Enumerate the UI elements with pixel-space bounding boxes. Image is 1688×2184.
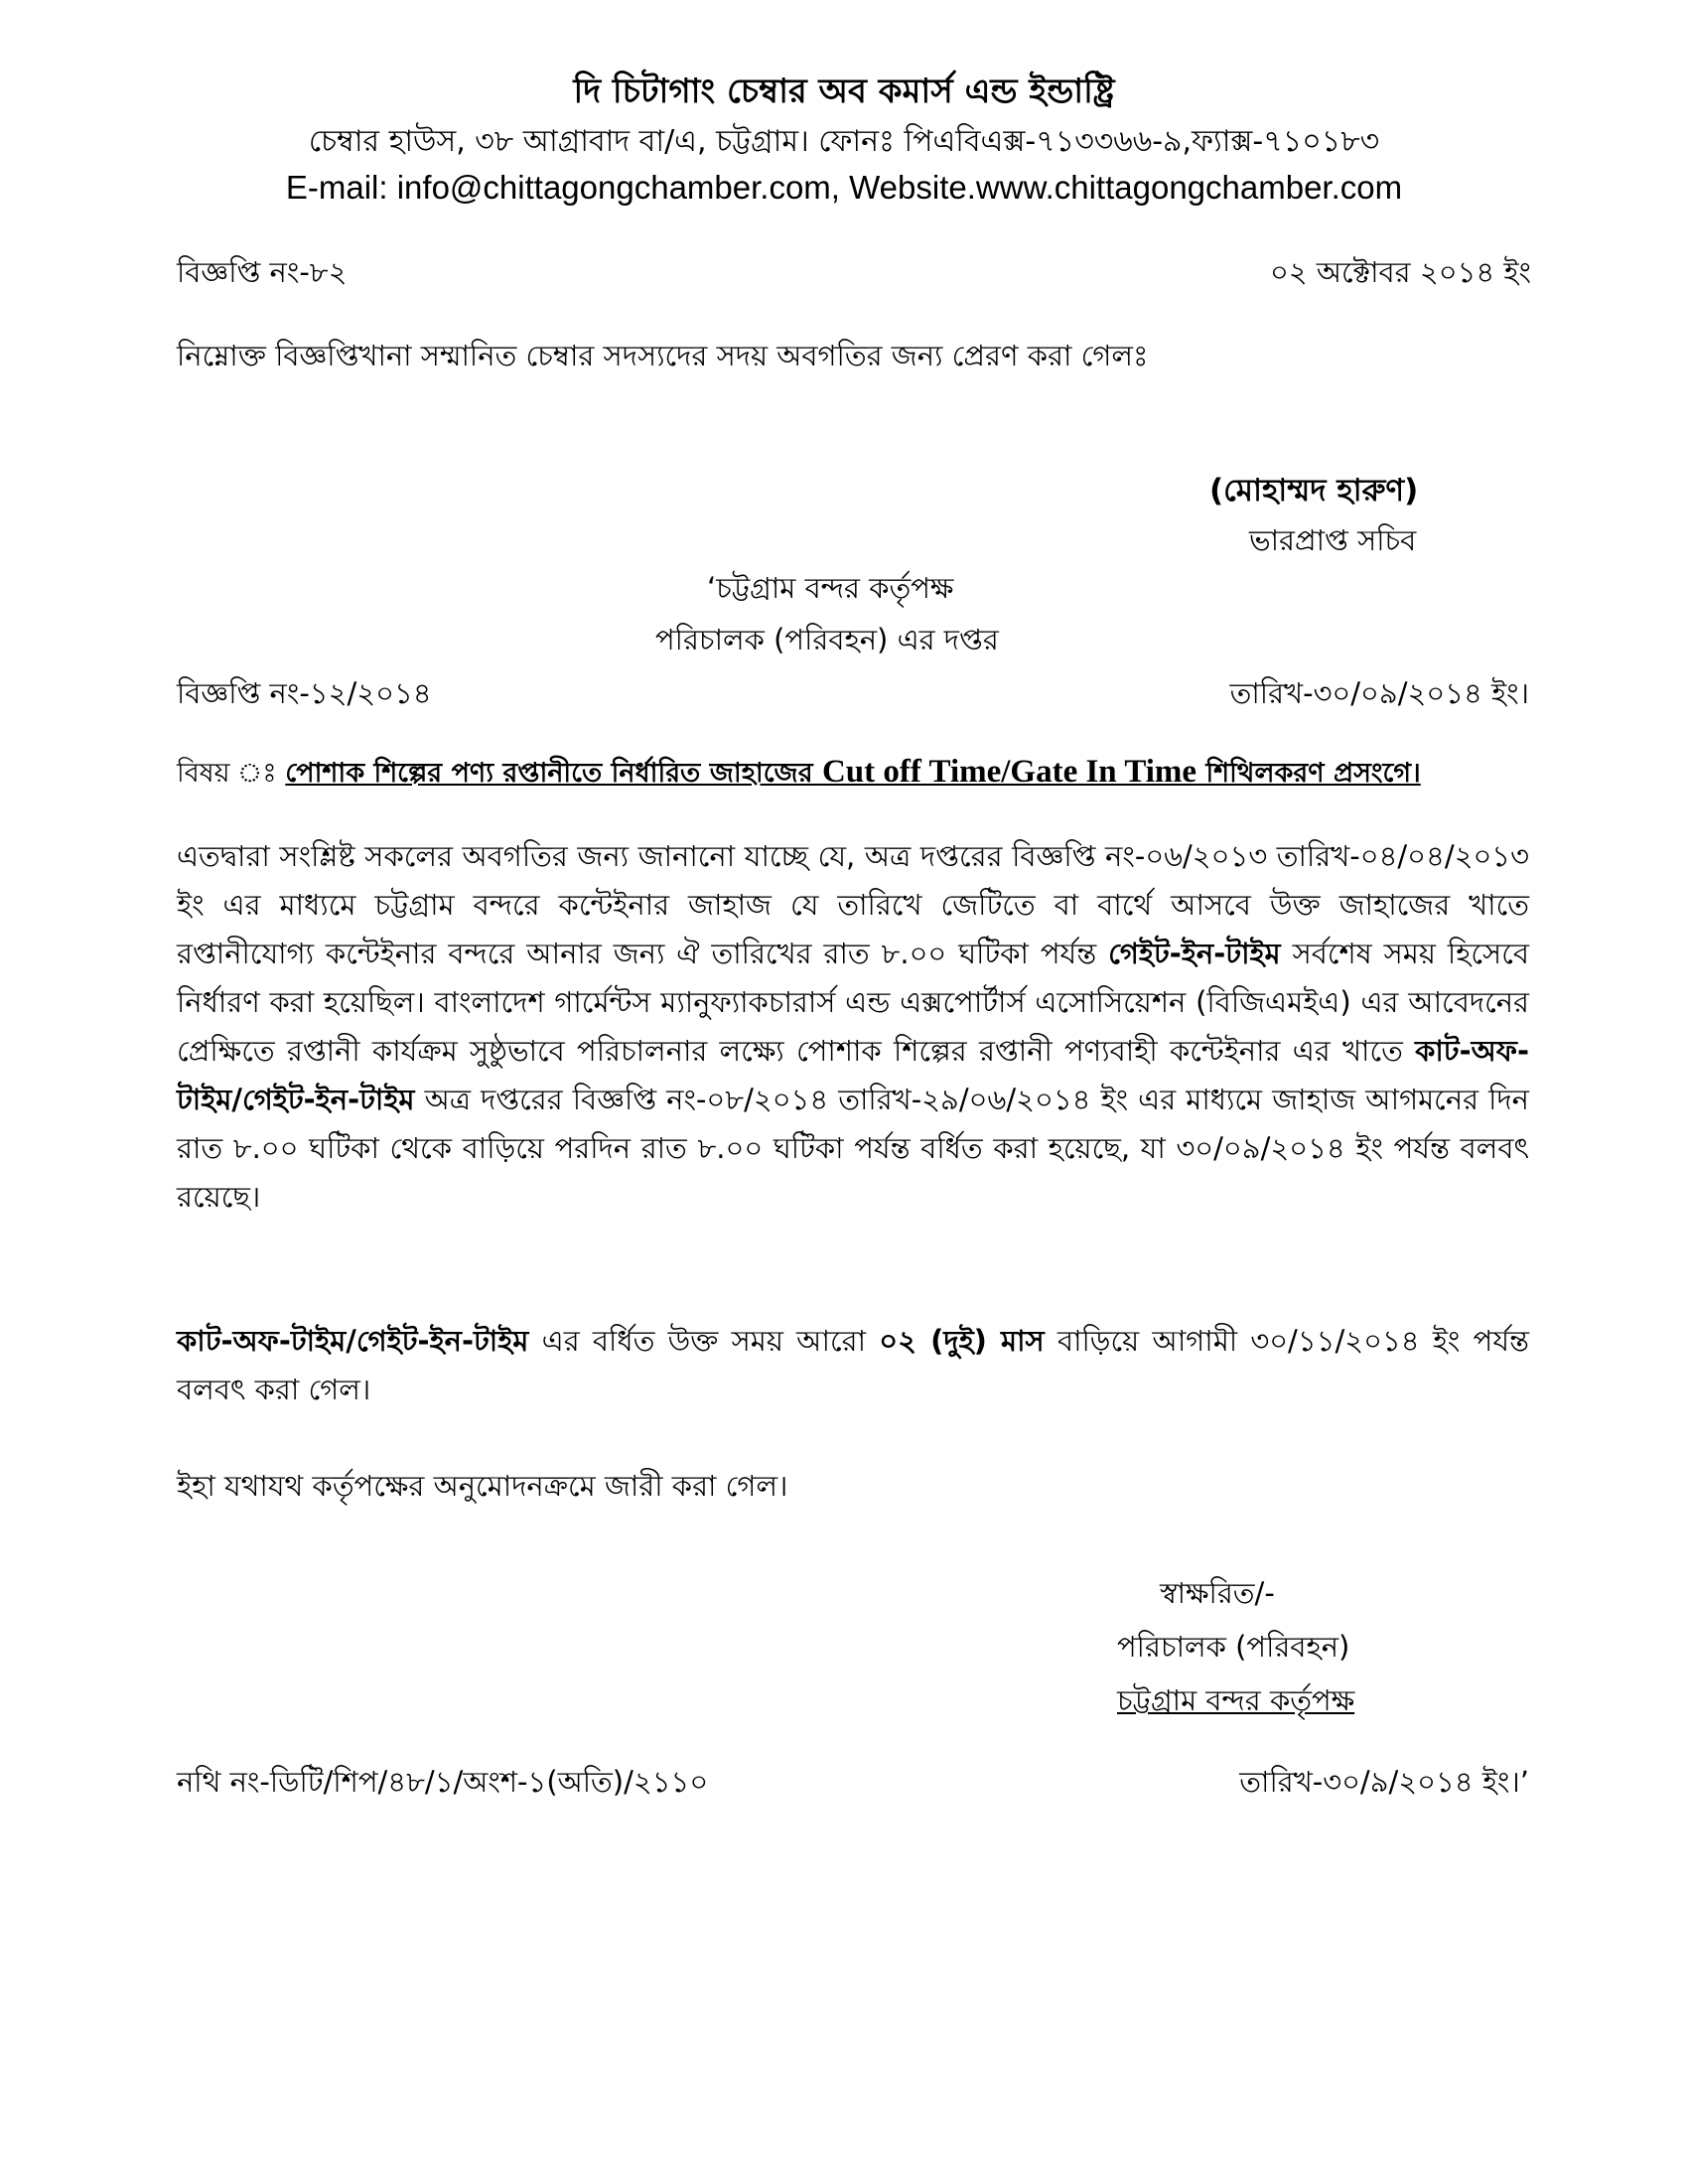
body-paragraph-3: ইহা যথাযথ কর্তৃপক্ষের অনুমোদনক্রমে জারী করা গেল। bbox=[177, 1469, 788, 1503]
subject-label: বিষয় ঃ bbox=[177, 758, 286, 789]
p1-text-e: অত্র দপ্তরের বিজ্ঞপ্তি নং-০৮/২০১৪ তারিখ-২৯/০৬/২০১৪ ইং এর মাধ্যমে জাহাজ আগমনের দিন রাত ৮.০০ ঘটিকা থেকে বাড়িয়ে পরদিন রাত ৮.০০ ঘটিকা পর্যন্ত বর্ধিত করা হয়েছে, যা ৩০/০৯/২০১৪ ইং পর্যন্ত বলবৎ রয়েছে। bbox=[177, 1083, 1529, 1214]
body-paragraph-2 bbox=[177, 1317, 1529, 1414]
file-number: নথি নং-ডিটি/শিপ/৪৮/১/অংশ-১(অতি)/২১১০ bbox=[177, 1765, 709, 1799]
footer-date: তারিখ-৩০/৯/২০১৪ ইং।’ bbox=[1239, 1765, 1529, 1799]
port-sign-line1: স্বাক্ষরিত/- bbox=[1160, 1576, 1275, 1610]
subject-part2: শিথিলকরণ প্রসংগে। bbox=[1196, 758, 1421, 789]
p2-text-d: বাড়িয়ে আগামী ৩০/১১/২০১৪ ইং পর্যন্ত বলবৎ করা গেল। bbox=[177, 1324, 1530, 1406]
chamber-contact: E-mail: info@chittagongchamber.com, Website.www.chittagongchamber.com bbox=[285, 169, 1403, 206]
p1-text-c: সর্বশেষ সময় হিসেবে নির্ধারণ করা হয়েছিল। বাংলাদেশ গার্মেন্টস ম্যানুফ্যাকচারার্স এন্ড এক্সপোর্টার্স এসোসিয়েশন (বিজিএমইএ) এর আবেদনের প্রেক্ষিতে রপ্তানী কার্যক্রম সুষ্ঠুভাবে পরিচালনার লক্ষ্যে পোশাক শিল্পের রপ্তানী পণ্যবাহী কন্টেইনার এর খাতে bbox=[177, 937, 1530, 1068]
chamber-title: দি চিটাগাং চেম্বার অব কমার্স এন্ড ইন্ডাষ্ট্রি bbox=[573, 72, 1115, 111]
chamber-address: চেম্বার হাউস, ৩৮ আগ্রাবাদ বা/এ, চট্টগ্রাম। ফোনঃ পিএবিএক্স-৭১৩৩৬৬-৯,ফ্যাক্স-৭১০১৮৩ bbox=[308, 124, 1380, 159]
p1-highlight-cut-off-time: কাট-অফ-টাইম/গেইট-ইন-টাইম bbox=[177, 1034, 1529, 1116]
subject-text bbox=[285, 754, 1421, 790]
chamber-signatory-designation: ভারপ্রাপ্ত সচিব bbox=[1249, 523, 1417, 557]
port-notice-number: বিজ্ঞপ্তি নং-১২/২০১৪ bbox=[177, 676, 432, 710]
p2-text-b: এর বর্ধিত উক্ত সময় আরো bbox=[528, 1324, 880, 1358]
p2-highlight-duration: ০২ (দুই) মাস bbox=[879, 1324, 1045, 1358]
port-sign-line2: পরিচালক (পরিবহন) bbox=[1117, 1630, 1350, 1664]
subject-latin: Cut off Time/Gate In Time bbox=[821, 754, 1197, 790]
port-org-line1: ‘চট্টগ্রাম বন্দর কর্তৃপক্ষ bbox=[707, 571, 954, 605]
p1-highlight-gate-in-time: গেইট-ইন-টাইম bbox=[1108, 937, 1281, 970]
notice-intro: নিম্নোক্ত বিজ্ঞপ্তিখানা সম্মানিত চেম্বার সদস্যদের সদয় অবগতির জন্য প্রেরণ করা গেলঃ bbox=[177, 339, 1149, 372]
body-paragraph-1 bbox=[177, 832, 1529, 1222]
notice-number: বিজ্ঞপ্তি নং-৮২ bbox=[177, 255, 348, 289]
p2-highlight-cut-off-time: কাট-অফ-টাইম/গেইট-ইন-টাইম bbox=[177, 1324, 529, 1358]
subject-line bbox=[177, 753, 1421, 798]
port-org-line2: পরিচালক (পরিবহন) এর দপ্তর bbox=[655, 623, 999, 656]
port-sign-line3: চট্টগ্রাম বন্দর কর্তৃপক্ষ bbox=[1117, 1683, 1355, 1717]
subject-part1: পোশাক শিল্পের পণ্য রপ্তানীতে নির্ধারিত জাহাজের bbox=[285, 758, 822, 789]
p1-text-a: এতদ্বারা সংশ্লিষ্ট সকলের অবগতির জন্য জানানো যাচ্ছে যে, অত্র দপ্তরের বিজ্ঞপ্তি নং-০৬/২০১৩ তারিখ-০৪/০৪/২০১৩ ইং এর মাধ্যমে চট্টগ্রাম বন্দরে কন্টেইনার জাহাজ যে তারিখে জেটিতে বা বার্থে আসবে উক্ত জাহাজের খাতে রপ্তানীযোগ্য কন্টেইনার বন্দরে আনার জন্য ঐ তারিখের রাত ৮.০০ ঘটিকা পর্যন্ত bbox=[177, 839, 1529, 970]
notice-date: ০২ অক্টোবর ২০১৪ ইং bbox=[1269, 255, 1531, 289]
port-notice-date: তারিখ-৩০/০৯/২০১৪ ইং। bbox=[1229, 676, 1529, 710]
chamber-signatory-name: (মোহাম্মদ হারুণ) bbox=[1209, 473, 1419, 509]
